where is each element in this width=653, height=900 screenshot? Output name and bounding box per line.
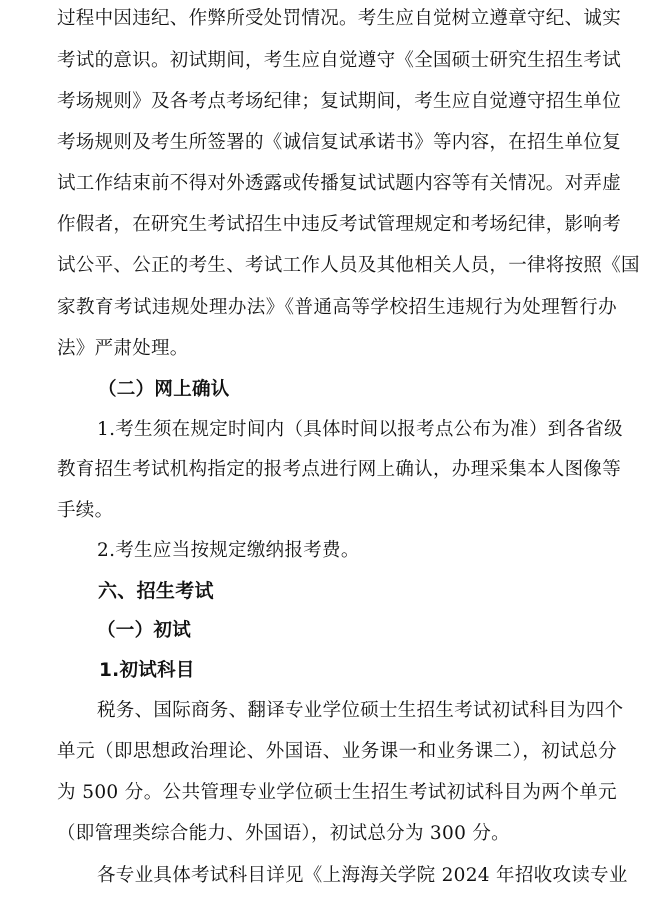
- paragraph-line: 为 500 分。公共管理专业学位硕士生招生考试初试科目为两个单元: [57, 782, 617, 803]
- paragraph-line: 税务、国际商务、翻译专业学位硕士生招生考试初试科目为四个: [97, 700, 624, 721]
- paragraph-line: 作假者，在研究生考试招生中违反考试管理规定和考场纪律，影响考: [57, 214, 622, 235]
- paragraph-line: 家教育考试违规处理办法》《普通高等学校招生违规行为处理暂行办: [57, 297, 617, 318]
- subsection-heading: 1.初试科目: [99, 660, 195, 681]
- paragraph-line: 考试的意识。初试期间，考生应自觉遵守《全国硕士研究生招生考试: [57, 50, 622, 71]
- paragraph-line: 试公平、公正的考生、考试工作人员及其他相关人员，一律将按照《国: [57, 255, 640, 276]
- paragraph-line: 各专业具体考试科目详见《上海海关学院 2024 年招收攻读专业: [97, 865, 628, 886]
- paragraph-line: 手续。: [57, 500, 114, 521]
- paragraph-line: （即管理类综合能力、外国语），初试总分为 300 分。: [57, 823, 510, 844]
- section-heading: （一）初试: [97, 620, 192, 641]
- paragraph-line: 2.考生应当按规定缴纳报考费。: [97, 540, 360, 561]
- paragraph-line: 考场规则及考生所签署的《诚信复试承诺书》等内容，在招生单位复: [57, 132, 622, 153]
- paragraph-line: 1.考生须在规定时间内（具体时间以报考点公布为准）到各省级: [97, 419, 623, 440]
- paragraph-line: 法》严肃处理。: [57, 338, 189, 359]
- paragraph-line: 试工作结束前不得对外透露或传播复试试题内容等有关情况。对弄虚: [57, 173, 622, 194]
- paragraph-line: 单元（即思想政治理论、外国语、业务课一和业务课二），初试总分: [57, 741, 617, 762]
- paragraph-line: 考场规则》及各考点考场纪律；复试期间，考生应自觉遵守招生单位: [57, 91, 622, 112]
- paragraph-line: 过程中因违纪、作弊所受处罚情况。考生应自觉树立遵章守纪、诚实: [57, 8, 622, 29]
- section-heading: （二）网上确认: [98, 379, 230, 400]
- chapter-heading: 六、招生考试: [98, 580, 214, 602]
- paragraph-line: 教育招生考试机构指定的报考点进行网上确认，办理采集本人图像等: [57, 459, 622, 480]
